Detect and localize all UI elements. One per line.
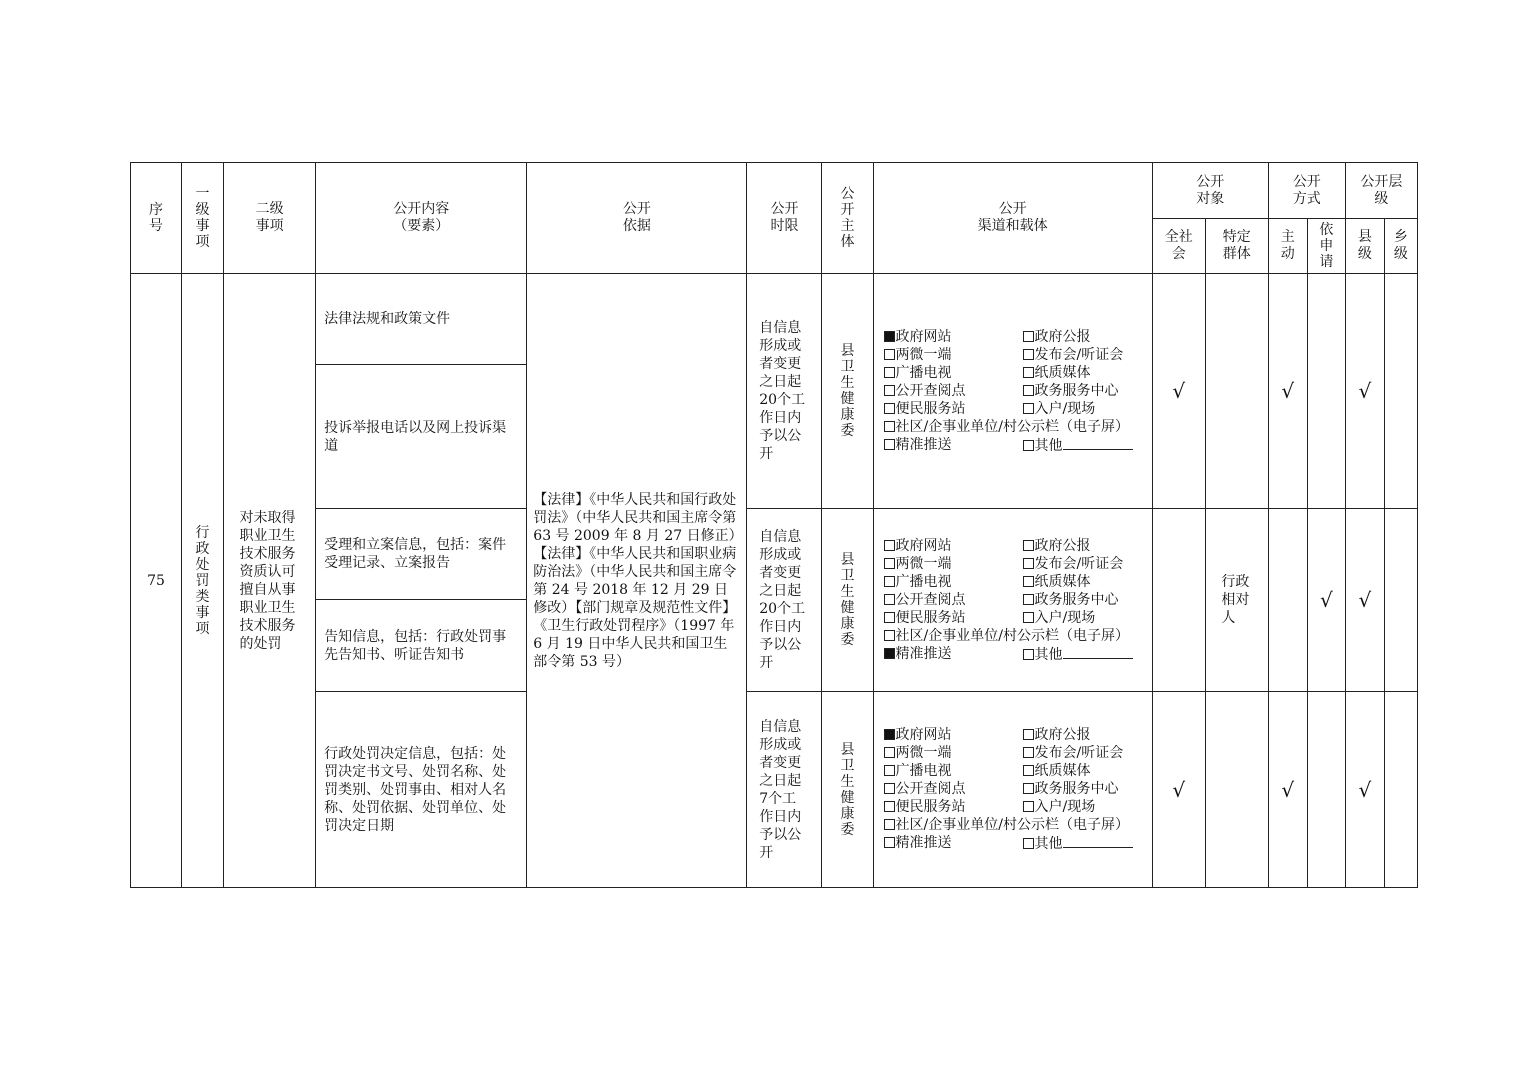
checkbox-icon[interactable] <box>884 765 895 776</box>
channel-option-gov-site[interactable] <box>884 537 1023 555</box>
channel-label: 两微一端 <box>895 346 952 363</box>
header-time: 公开 时限 <box>747 163 822 274</box>
channel-label: 政府网站 <box>895 537 952 554</box>
channel-option-push[interactable] <box>884 436 1023 455</box>
mark-township <box>1384 274 1417 509</box>
channel-option-two-micro[interactable] <box>884 744 1023 762</box>
channel-option-service-station[interactable] <box>884 798 1023 816</box>
checkbox-icon[interactable] <box>1023 649 1034 660</box>
checkbox-icon[interactable] <box>884 576 895 587</box>
channel-label: 其他 <box>1034 437 1063 454</box>
channel-option-press[interactable] <box>1023 744 1142 762</box>
mark-specific <box>1205 692 1268 888</box>
checkbox-icon[interactable] <box>1023 440 1034 451</box>
checkbox-icon[interactable] <box>1023 540 1034 551</box>
header-basis: 公开 依据 <box>527 163 747 274</box>
channel-label: 公开查阅点 <box>895 591 966 608</box>
channel-label: 社区/企事业单位/村公示栏（电子屏） <box>895 817 1129 833</box>
content-item: 受理和立案信息，包括：案件受理记录、立案报告 <box>316 509 527 600</box>
header-level1: 一级事项 <box>182 163 224 274</box>
channel-option-other[interactable] <box>1023 834 1142 853</box>
checkbox-icon[interactable] <box>884 540 895 551</box>
header-method: 公开 方式 <box>1268 163 1345 219</box>
checkbox-icon[interactable] <box>1023 594 1034 605</box>
checkbox-icon[interactable] <box>1023 747 1034 758</box>
mark-township <box>1384 692 1417 888</box>
channel-label: 纸质媒体 <box>1034 763 1091 779</box>
checkbox-icon[interactable] <box>884 421 895 432</box>
checkbox-icon[interactable] <box>884 558 895 569</box>
channel-option-community[interactable] <box>884 816 1142 834</box>
blank-underline <box>1063 436 1133 450</box>
channel-label: 政务服务中心 <box>1034 382 1119 399</box>
mark-on-request: √ <box>1307 509 1345 692</box>
channel-label: 精准推送 <box>895 835 952 851</box>
mark-on-request <box>1307 274 1345 509</box>
mark-county: √ <box>1345 274 1384 509</box>
channel-label: 政务服务中心 <box>1034 781 1119 797</box>
channel-option-tv[interactable] <box>884 762 1023 780</box>
checkbox-icon[interactable] <box>884 349 895 360</box>
channel-label: 其他 <box>1034 836 1063 852</box>
checkbox-icon[interactable] <box>884 819 895 830</box>
header-active: 主 动 <box>1268 219 1307 274</box>
channel-option-service-center[interactable] <box>1023 591 1142 609</box>
checkbox-icon[interactable] <box>1023 576 1034 587</box>
channel-label: 发布会/听证会 <box>1034 745 1124 761</box>
checkbox-icon[interactable] <box>884 331 895 342</box>
header-public-all: 全社 会 <box>1152 219 1205 274</box>
content-item: 投诉举报电话以及网上投诉渠道 <box>316 365 527 509</box>
channel-label: 公开查阅点 <box>895 382 966 399</box>
channel-label: 社区/企事业单位/村公示栏（电子屏） <box>895 627 1129 644</box>
mark-active <box>1268 509 1307 692</box>
blank-underline <box>1063 645 1133 659</box>
checkbox-icon[interactable] <box>1023 403 1034 414</box>
mark-county: √ <box>1345 509 1384 692</box>
content-item: 行政处罚决定信息，包括：处罚决定书文号、处罚名称、处罚类别、处罚事由、相对人名称、处罚依据、处罚单位、处罚决定日期 <box>316 692 527 888</box>
header-specific: 特定 群体 <box>1205 219 1268 274</box>
channel-option-door[interactable] <box>1023 798 1142 816</box>
checkbox-icon[interactable] <box>884 648 895 659</box>
channel-label: 政府网站 <box>895 328 952 345</box>
mark-specific: 行政相对人 <box>1205 509 1268 692</box>
channel-option-press[interactable] <box>1023 555 1142 573</box>
mark-township <box>1384 509 1417 692</box>
channel-label: 政府公报 <box>1034 328 1091 345</box>
time-limit: 自信息形成或者变更之日起20个工作日内予以公开 <box>747 509 822 692</box>
subject: 县卫生健康委 <box>822 274 873 509</box>
blank-underline <box>1063 834 1133 848</box>
checkbox-icon[interactable] <box>1023 838 1034 849</box>
channel-option-tv[interactable] <box>884 573 1023 591</box>
channel-label: 纸质媒体 <box>1034 364 1091 381</box>
channel-list <box>873 509 1152 692</box>
channel-option-two-micro[interactable] <box>884 555 1023 573</box>
channel-label: 其他 <box>1034 646 1063 663</box>
channel-label: 政府公报 <box>1034 727 1091 743</box>
channel-label: 入户/现场 <box>1034 799 1096 815</box>
header-object: 公开 对象 <box>1152 163 1268 219</box>
channel-label: 两微一端 <box>895 555 952 572</box>
checkbox-icon[interactable] <box>884 747 895 758</box>
checkbox-icon[interactable] <box>884 439 895 450</box>
channel-option-other[interactable] <box>1023 645 1142 664</box>
checkbox-icon[interactable] <box>1023 612 1034 623</box>
content-item: 法律法规和政策文件 <box>316 274 527 365</box>
header-tier: 公开层 级 <box>1345 163 1417 219</box>
row-seq: 75 <box>131 274 182 888</box>
checkbox-icon[interactable] <box>884 630 895 641</box>
channel-label: 入户/现场 <box>1034 609 1096 626</box>
checkbox-icon[interactable] <box>884 783 895 794</box>
checkbox-icon[interactable] <box>884 612 895 623</box>
channel-option-gazette[interactable] <box>1023 328 1142 346</box>
channel-option-two-micro[interactable] <box>884 346 1023 364</box>
header-content: 公开内容 （要素） <box>316 163 527 274</box>
checkbox-icon[interactable] <box>884 801 895 812</box>
channel-option-push[interactable] <box>884 834 1023 853</box>
checkbox-icon[interactable] <box>1023 367 1034 378</box>
channel-option-community[interactable] <box>884 627 1142 645</box>
header-level2: 二级 事项 <box>224 163 316 274</box>
channel-option-paper[interactable] <box>1023 364 1142 382</box>
mark-public-all: √ <box>1152 274 1205 509</box>
row-level2: 对未取得职业卫生技术服务资质认可擅自从事职业卫生技术服务的处罚 <box>224 274 316 888</box>
checkbox-icon[interactable] <box>1023 765 1034 776</box>
channel-option-reading[interactable] <box>884 591 1023 609</box>
row-level1: 行政处罚类事项 <box>182 274 224 888</box>
channel-option-gazette[interactable] <box>1023 537 1142 555</box>
checkbox-icon[interactable] <box>884 385 895 396</box>
channel-label: 广播电视 <box>895 364 952 381</box>
channel-option-service-center[interactable] <box>1023 780 1142 798</box>
channel-label: 政府网站 <box>895 727 952 743</box>
mark-active: √ <box>1268 692 1307 888</box>
mark-active: √ <box>1268 274 1307 509</box>
channel-label: 便民服务站 <box>895 400 966 417</box>
channel-option-press[interactable] <box>1023 346 1142 364</box>
channel-option-door[interactable] <box>1023 609 1142 627</box>
channel-option-tv[interactable] <box>884 364 1023 382</box>
channel-label: 政府公报 <box>1034 537 1091 554</box>
channel-label: 公开查阅点 <box>895 781 966 797</box>
channel-option-push[interactable] <box>884 645 1023 664</box>
channel-label: 社区/企事业单位/村公示栏（电子屏） <box>895 418 1129 435</box>
channel-option-other[interactable] <box>1023 436 1142 455</box>
checkbox-icon[interactable] <box>1023 385 1034 396</box>
channel-label: 便民服务站 <box>895 609 966 626</box>
mark-public-all: √ <box>1152 692 1205 888</box>
time-limit: 自信息形成或者变更之日起20个工作日内予以公开 <box>747 274 822 509</box>
header-township: 乡 级 <box>1384 219 1417 274</box>
channel-label: 精准推送 <box>895 436 952 453</box>
channel-label: 发布会/听证会 <box>1034 555 1124 572</box>
channel-option-paper[interactable] <box>1023 762 1142 780</box>
channel-label: 入户/现场 <box>1034 400 1096 417</box>
checkbox-icon[interactable] <box>1023 783 1034 794</box>
mark-county: √ <box>1345 692 1384 888</box>
channel-label: 广播电视 <box>895 573 952 590</box>
checkbox-icon[interactable] <box>884 837 895 848</box>
channel-label: 精准推送 <box>895 645 952 662</box>
mark-public-all <box>1152 509 1205 692</box>
channel-label: 纸质媒体 <box>1034 573 1091 590</box>
channel-option-service-center[interactable] <box>1023 382 1142 400</box>
channel-option-service-station[interactable] <box>884 400 1023 418</box>
channel-option-paper[interactable] <box>1023 573 1142 591</box>
channel-option-reading[interactable] <box>884 382 1023 400</box>
checkbox-icon[interactable] <box>1023 331 1034 342</box>
checkbox-icon[interactable] <box>884 367 895 378</box>
checkbox-icon[interactable] <box>1023 558 1034 569</box>
checkbox-icon[interactable] <box>1023 349 1034 360</box>
channel-option-gov-site[interactable] <box>884 328 1023 346</box>
channel-option-service-station[interactable] <box>884 609 1023 627</box>
channel-option-gazette[interactable] <box>1023 726 1142 744</box>
header-on-request: 依申请 <box>1307 219 1345 274</box>
checkbox-icon[interactable] <box>884 594 895 605</box>
subject: 县卫生健康委 <box>822 692 873 888</box>
channel-option-door[interactable] <box>1023 400 1142 418</box>
subject: 县卫生健康委 <box>822 509 873 692</box>
disclosure-table <box>130 162 1418 888</box>
header-county: 县 级 <box>1345 219 1384 274</box>
time-limit: 自信息形成或者变更之日起7个工作日内予以公开 <box>747 692 822 888</box>
channel-label: 发布会/听证会 <box>1034 346 1124 363</box>
channel-label: 政务服务中心 <box>1034 591 1119 608</box>
channel-list <box>873 274 1152 509</box>
channel-option-gov-site[interactable] <box>884 726 1023 744</box>
channel-label: 便民服务站 <box>895 799 966 815</box>
header-subject: 公开主体 <box>822 163 873 274</box>
content-item: 告知信息，包括：行政处罚事先告知书、听证告知书 <box>316 600 527 692</box>
channel-option-community[interactable] <box>884 418 1142 436</box>
checkbox-icon[interactable] <box>1023 801 1034 812</box>
checkbox-icon[interactable] <box>1023 729 1034 740</box>
checkbox-icon[interactable] <box>884 403 895 414</box>
row-basis: 【法律】《中华人民共和国行政处罚法》（中华人民共和国主席令第 63 号 2009 年 8 月 27 日修正）【法律】《中华人民共和国职业病防治法》（中华人民共和国主席令第 24 号 2018 年 12 月 29 日修改）【部门规章及规范性文件】《卫生行政处罚程序》（1997 年 6 月 19 日中华人民共和国卫生部令第 53 号） <box>527 274 747 888</box>
channel-option-reading[interactable] <box>884 780 1023 798</box>
checkbox-icon[interactable] <box>884 729 895 740</box>
mark-on-request <box>1307 692 1345 888</box>
channel-label: 广播电视 <box>895 763 952 779</box>
header-channel: 公开 渠道和载体 <box>873 163 1152 274</box>
channel-label: 两微一端 <box>895 745 952 761</box>
mark-specific <box>1205 274 1268 509</box>
channel-list <box>873 692 1152 888</box>
header-seq: 序号 <box>131 163 182 274</box>
